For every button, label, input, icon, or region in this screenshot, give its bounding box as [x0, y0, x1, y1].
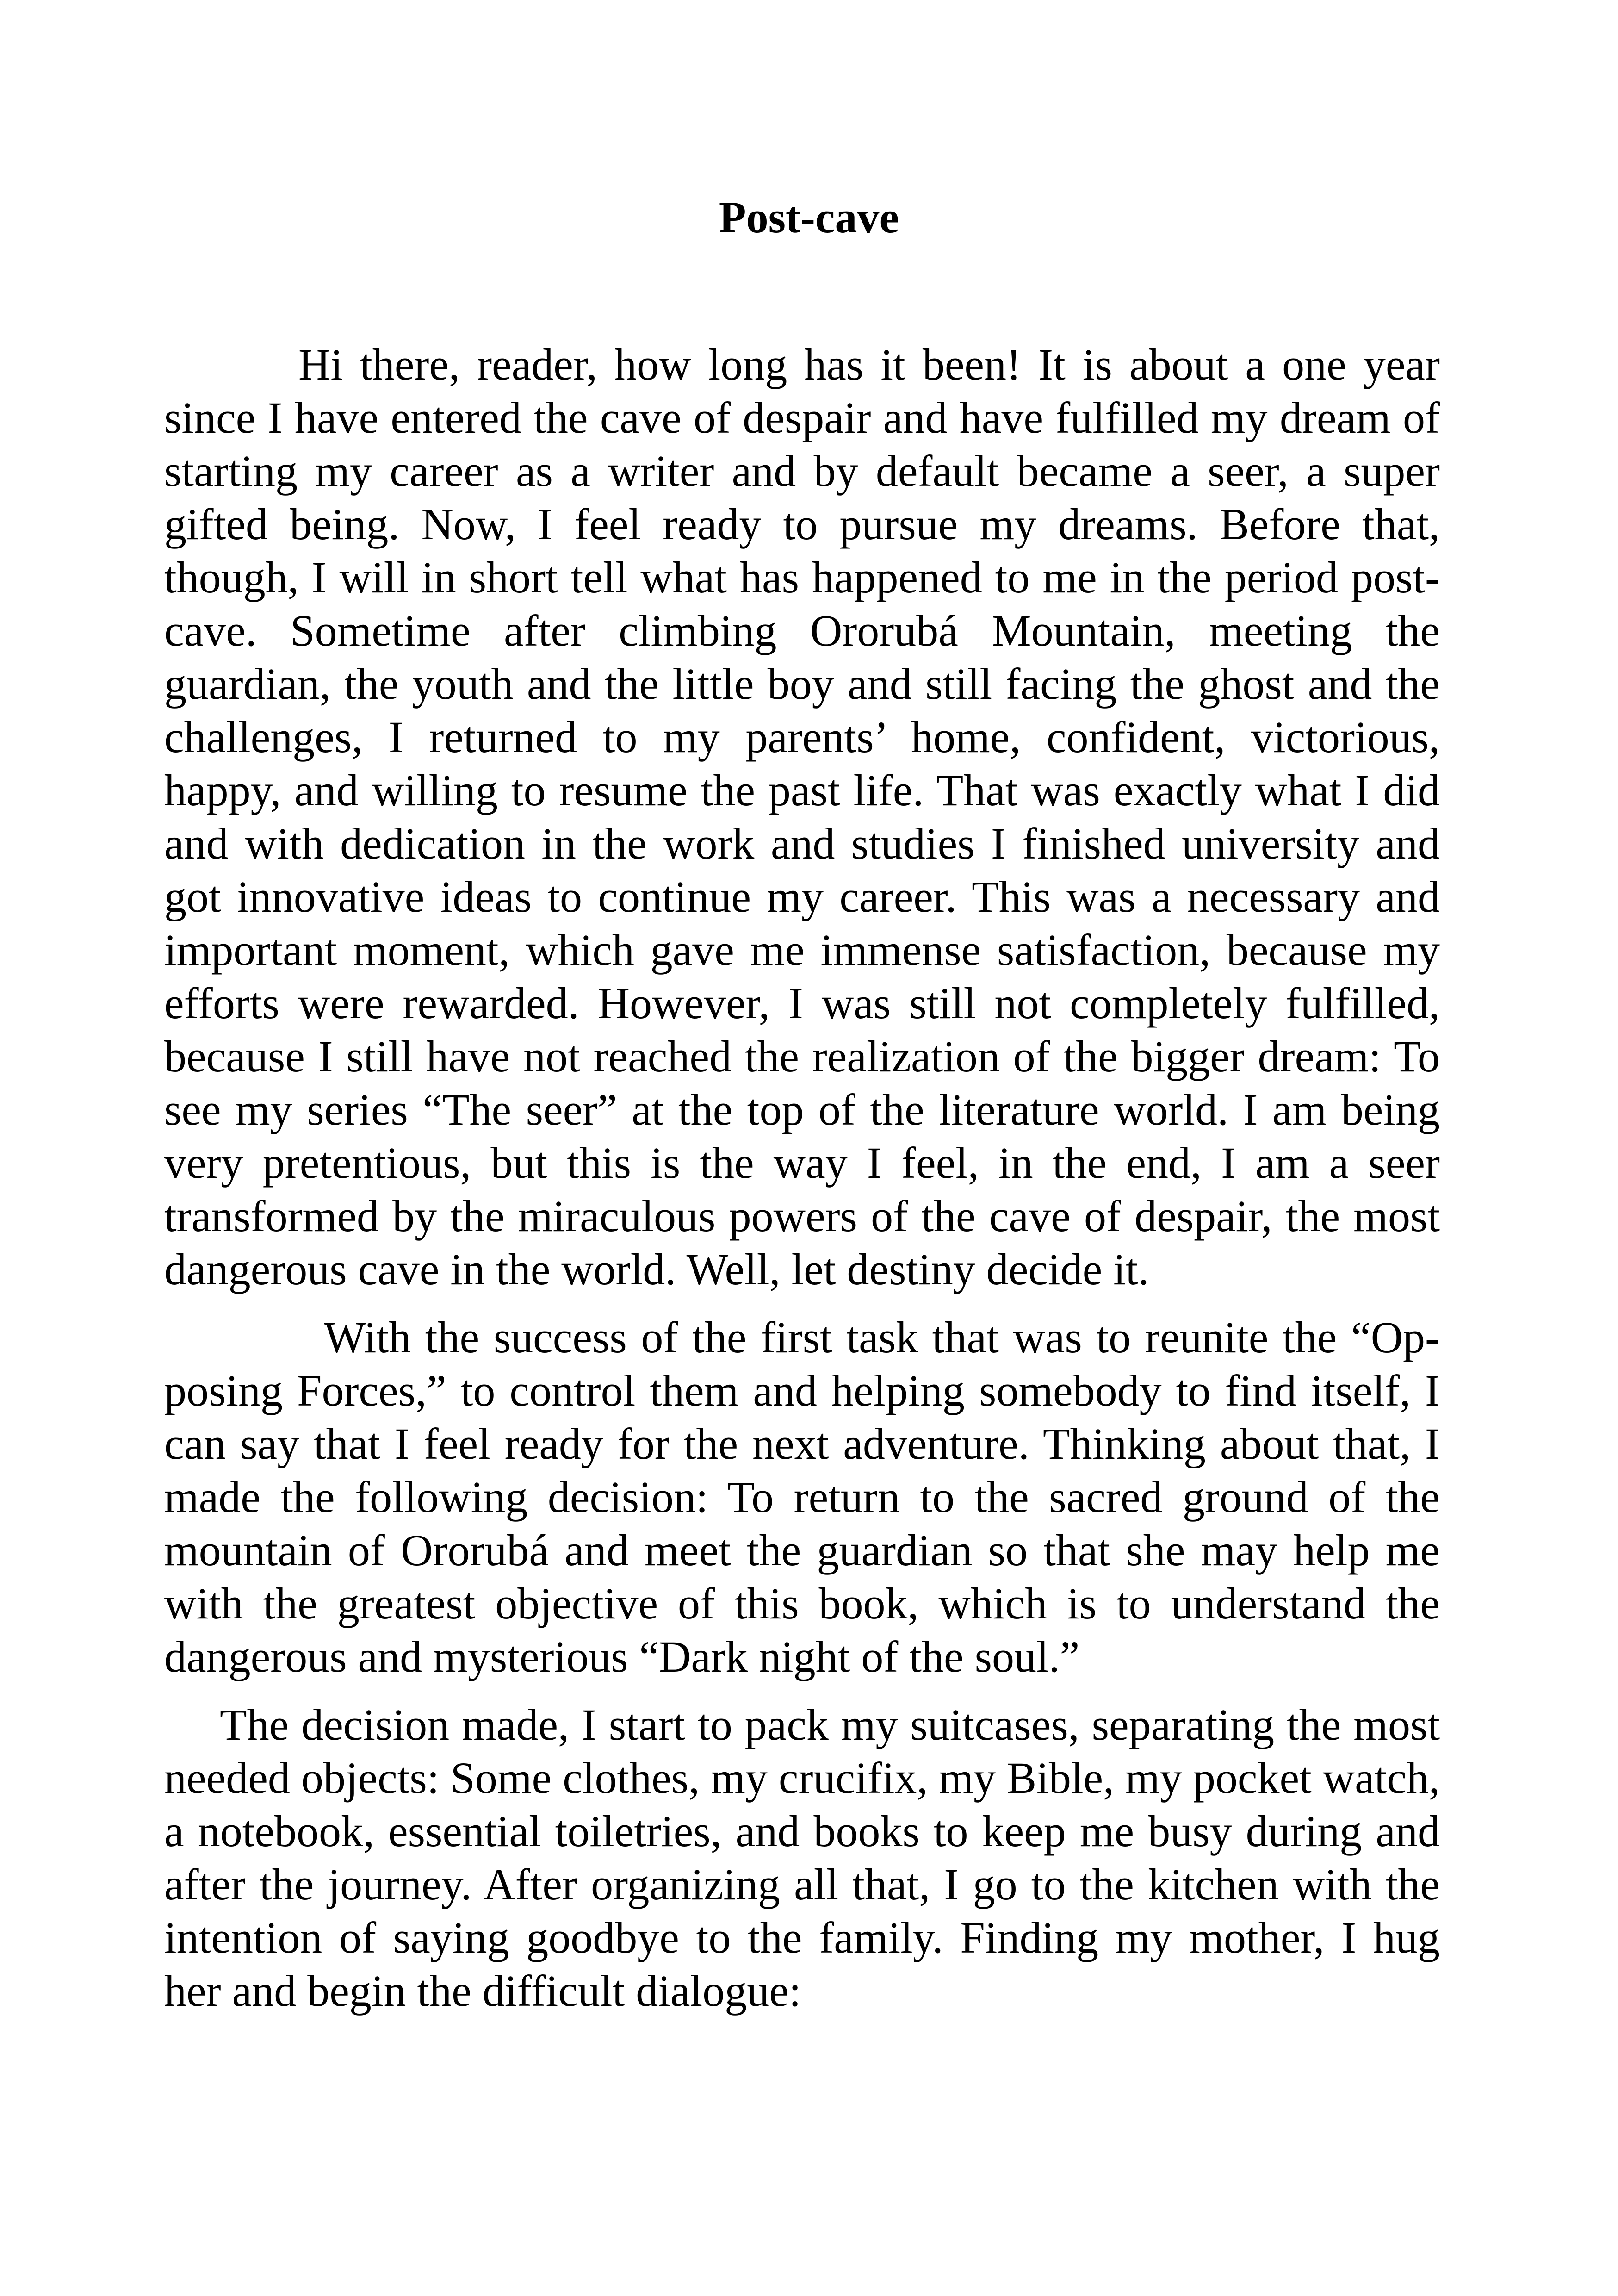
paragraph-2: With the success of the first task that was to reunite the “Opposing Forces,” to control them and helping somebody to find itself, I can say that I feel ready for the next adventure. Thinking about that, I made the following decision: To return to the sacred ground of the mountain of Ororubá and meet the guardian so that she may help me with the greatest objective of this book, which is to understand the dangerous and mysterious “Dark night of the soul.” — [164, 1313, 1440, 1681]
paragraph-3: The decision made, I start to pack my suitcases, separating the most needed objects: Some clothes, my crucifix, my Bible, my pocket watch, a notebook, essential toiletries, and books to keep me busy during and after the journey. After organizing all that, I go to the kitchen with the intention of saying goodbye to the family. Finding my mother, I hug her and begin the difficult dialogue: — [164, 1700, 1440, 2016]
page-title: Post-cave — [719, 193, 899, 242]
body-text — [164, 338, 1440, 2017]
paragraph-1: Hi there, reader, how long has it been! It is about a one year since I have entered the cave of despair and have fulfilled my dream of starting my career as a writer and by default became a seer, a super gifted being. Now, I feel ready to pursue my dreams. Before that, though, I will in short tell what has happened to me in the period post-cave. Sometime after climbing Ororubá Mountain, meeting the guardian, the youth and the little boy and still facing the ghost and the challenges, I returned to my parents’ home, confident, victorious, happy, and willing to resume the past life. That was exactly what I did and with dedication in the work and studies I finished university and got innovative ideas to continue my career. This was a necessary and important moment, which gave me immense satisfaction, because my efforts were rewarded. However, I was still not completely fulfilled, because I still have not reached the realization of the bigger dream: To see my series “The seer” at the top of the literature world. I am being very pretentious, but this is the way I feel, in the end, I am a seer transformed by the miraculous powers of the cave of despair, the most dangerous cave in the world. Well, let destiny decide it. — [164, 340, 1440, 1294]
